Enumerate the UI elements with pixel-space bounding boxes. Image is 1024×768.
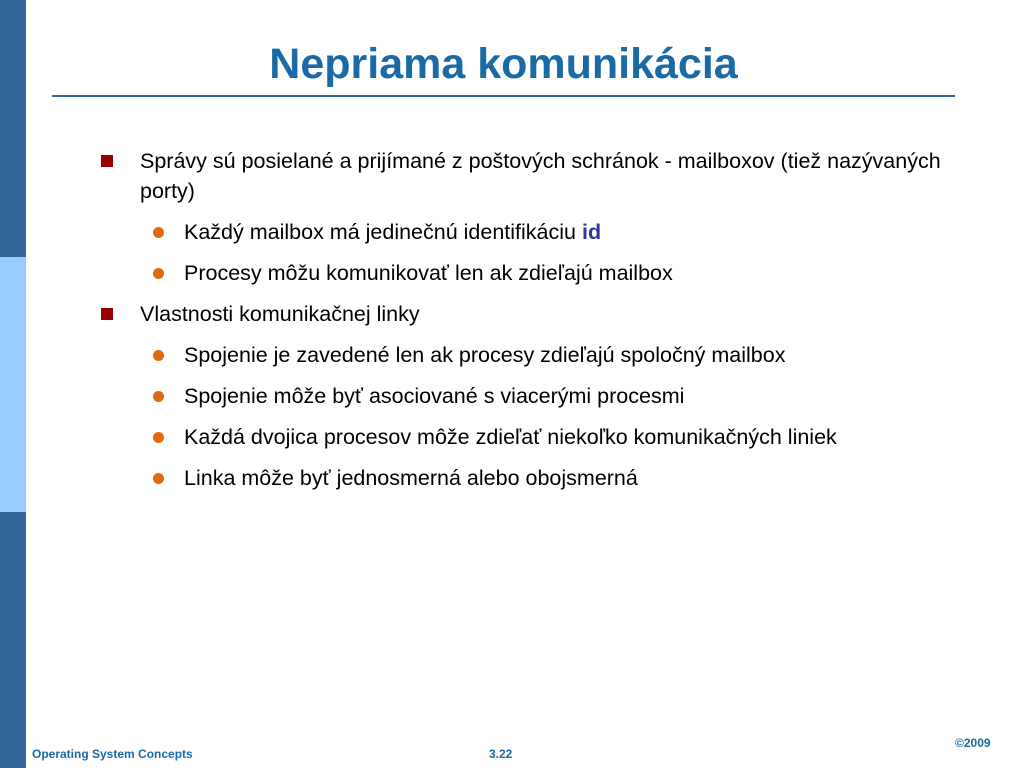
bullet-text: Vlastnosti komunikačnej linky bbox=[140, 302, 420, 326]
sub-bullet-item-link-direction bbox=[98, 463, 978, 493]
round-bullet-icon bbox=[153, 432, 164, 443]
bullet-text: Procesy môžu komunikovať len ak zdieľajú mailbox bbox=[184, 261, 673, 285]
bullet-text: Každá dvojica procesov môže zdieľať niekoľko komunikačných liniek bbox=[184, 425, 837, 449]
bullet-text: Spojenie môže byť asociované s viacerými procesmi bbox=[184, 384, 685, 408]
square-bullet-icon bbox=[101, 155, 113, 167]
round-bullet-icon bbox=[153, 391, 164, 402]
bullet-text: Každý mailbox má jedinečnú identifikáciu bbox=[184, 220, 582, 244]
footer-book-title: Operating System Concepts bbox=[32, 747, 193, 761]
left-accent-bar-highlight bbox=[0, 257, 26, 512]
slide-title: Nepriama komunikácia bbox=[269, 40, 738, 88]
id-keyword: id bbox=[581, 220, 602, 244]
square-bullet-icon bbox=[101, 308, 113, 320]
round-bullet-icon bbox=[153, 227, 164, 238]
sub-bullet-item-link-multiple-processes bbox=[98, 381, 978, 411]
sub-bullet-item-multiple-links bbox=[98, 422, 978, 452]
bullet-text: Linka môže byť jednosmerná alebo obojsmerná bbox=[184, 466, 638, 490]
sub-bullet-item-unique-id bbox=[98, 217, 978, 247]
footer-copyright: ©2009 bbox=[955, 736, 991, 750]
sub-bullet-item-shared-mailbox bbox=[98, 258, 978, 288]
bullet-item-messages bbox=[98, 146, 978, 206]
footer-page-number: 3.22 bbox=[489, 747, 513, 761]
title-divider bbox=[52, 95, 955, 97]
round-bullet-icon bbox=[153, 350, 164, 361]
sub-bullet-item-link-established bbox=[98, 340, 978, 370]
bullet-text: Správy sú posielané a prijímané z poštových schránok - mailboxov (tiež nazývaných porty) bbox=[140, 149, 941, 203]
bullet-text: Spojenie je zavedené len ak procesy zdieľajú spoločný mailbox bbox=[184, 343, 786, 367]
bullet-list bbox=[98, 146, 978, 504]
round-bullet-icon bbox=[153, 268, 164, 279]
bullet-item-link-properties bbox=[98, 299, 978, 329]
round-bullet-icon bbox=[153, 473, 164, 484]
